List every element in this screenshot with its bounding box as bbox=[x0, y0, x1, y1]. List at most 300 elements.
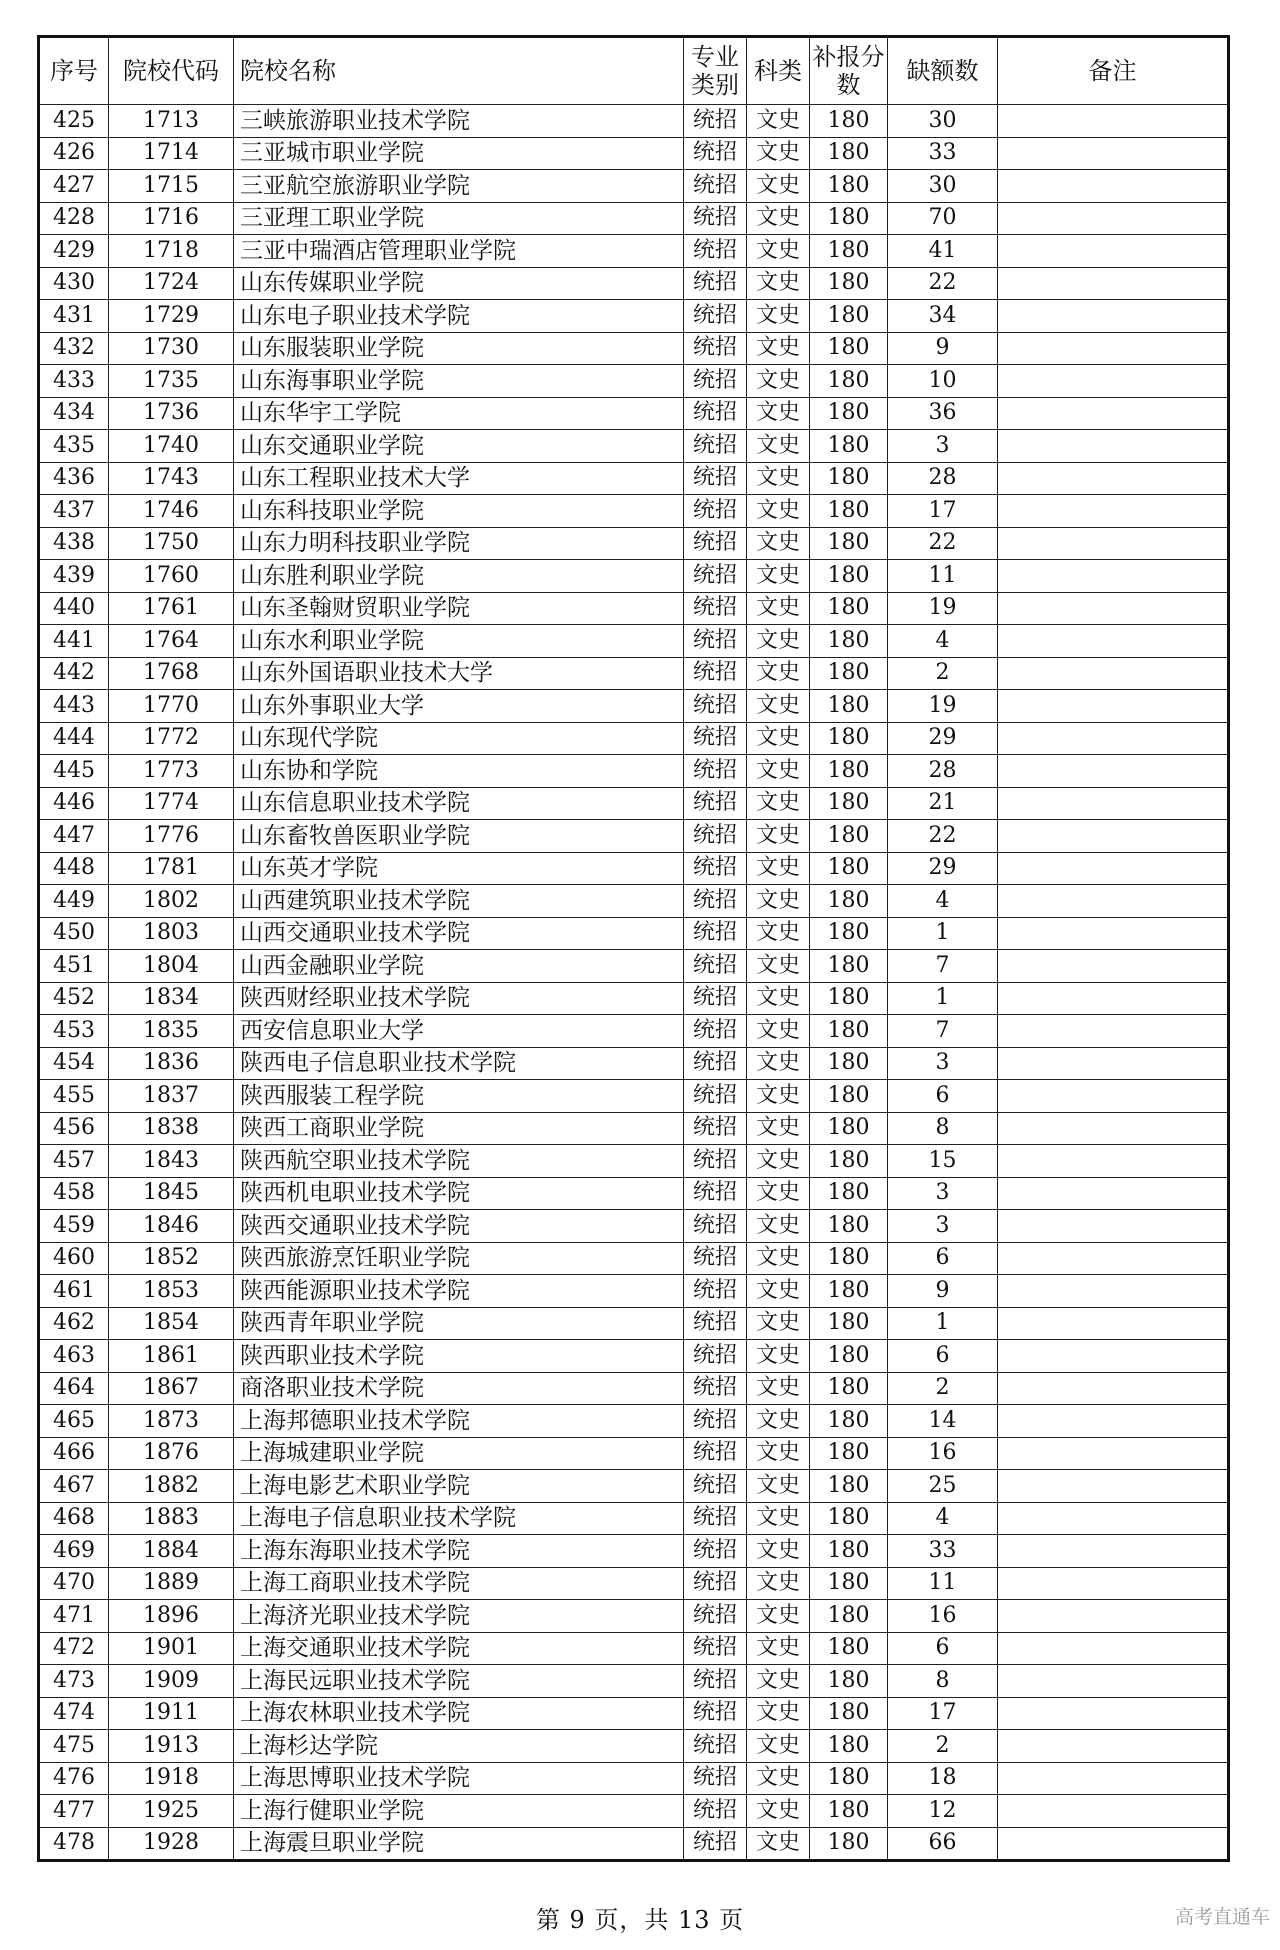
table-row bbox=[39, 982, 1229, 1015]
cell-school-code: 1716 bbox=[109, 202, 234, 235]
cell-score: 180 bbox=[810, 1535, 888, 1568]
cell-school-code: 1901 bbox=[109, 1632, 234, 1665]
cell-score: 180 bbox=[810, 332, 888, 365]
cell-score: 180 bbox=[810, 1210, 888, 1243]
cell-major-category: 统招 bbox=[684, 1437, 747, 1470]
table-row bbox=[39, 235, 1229, 268]
cell-school-name: 三峡旅游职业技术学院 bbox=[234, 105, 684, 138]
cell-vacancies: 17 bbox=[888, 495, 998, 528]
cell-seq: 475 bbox=[39, 1730, 109, 1763]
cell-score: 180 bbox=[810, 267, 888, 300]
cell-remarks bbox=[998, 1665, 1229, 1698]
cell-major-category: 统招 bbox=[684, 917, 747, 950]
cell-vacancies: 17 bbox=[888, 1697, 998, 1730]
cell-subject: 文史 bbox=[747, 950, 810, 983]
cell-major-category: 统招 bbox=[684, 1047, 747, 1080]
cell-remarks bbox=[998, 787, 1229, 820]
cell-seq: 452 bbox=[39, 982, 109, 1015]
cell-remarks bbox=[998, 1145, 1229, 1178]
cell-score: 180 bbox=[810, 1827, 888, 1861]
cell-remarks bbox=[998, 495, 1229, 528]
cell-vacancies: 3 bbox=[888, 1177, 998, 1210]
cell-seq: 477 bbox=[39, 1795, 109, 1828]
cell-subject: 文史 bbox=[747, 1730, 810, 1763]
table-row bbox=[39, 1665, 1229, 1698]
header-seq: 序号 bbox=[39, 37, 109, 105]
cell-school-code: 1909 bbox=[109, 1665, 234, 1698]
cell-score: 180 bbox=[810, 397, 888, 430]
table-row bbox=[39, 755, 1229, 788]
cell-vacancies: 4 bbox=[888, 1502, 998, 1535]
cell-school-code: 1882 bbox=[109, 1470, 234, 1503]
cell-school-code: 1834 bbox=[109, 982, 234, 1015]
cell-vacancies: 29 bbox=[888, 852, 998, 885]
cell-major-category: 统招 bbox=[684, 690, 747, 723]
cell-school-name: 上海城建职业学院 bbox=[234, 1437, 684, 1470]
cell-seq: 439 bbox=[39, 560, 109, 593]
cell-subject: 文史 bbox=[747, 235, 810, 268]
cell-seq: 456 bbox=[39, 1112, 109, 1145]
cell-school-code: 1724 bbox=[109, 267, 234, 300]
cell-major-category: 统招 bbox=[684, 462, 747, 495]
cell-remarks bbox=[998, 527, 1229, 560]
table-row bbox=[39, 1275, 1229, 1308]
cell-school-code: 1854 bbox=[109, 1307, 234, 1340]
cell-major-category: 统招 bbox=[684, 332, 747, 365]
cell-school-code: 1853 bbox=[109, 1275, 234, 1308]
cell-score: 180 bbox=[810, 430, 888, 463]
cell-school-name: 上海杉达学院 bbox=[234, 1730, 684, 1763]
cell-school-name: 山东协和学院 bbox=[234, 755, 684, 788]
cell-subject: 文史 bbox=[747, 462, 810, 495]
table-row bbox=[39, 1795, 1229, 1828]
cell-school-name: 山东科技职业学院 bbox=[234, 495, 684, 528]
table-row bbox=[39, 625, 1229, 658]
cell-major-category: 统招 bbox=[684, 1405, 747, 1438]
cell-vacancies: 18 bbox=[888, 1762, 998, 1795]
header-vacancies: 缺额数 bbox=[888, 37, 998, 105]
cell-vacancies: 21 bbox=[888, 787, 998, 820]
cell-school-code: 1925 bbox=[109, 1795, 234, 1828]
cell-subject: 文史 bbox=[747, 1502, 810, 1535]
cell-seq: 464 bbox=[39, 1372, 109, 1405]
cell-vacancies: 6 bbox=[888, 1632, 998, 1665]
cell-major-category: 统招 bbox=[684, 1567, 747, 1600]
cell-school-code: 1843 bbox=[109, 1145, 234, 1178]
cell-subject: 文史 bbox=[747, 1275, 810, 1308]
cell-subject: 文史 bbox=[747, 1372, 810, 1405]
cell-subject: 文史 bbox=[747, 1242, 810, 1275]
cell-major-category: 统招 bbox=[684, 1340, 747, 1373]
cell-vacancies: 3 bbox=[888, 1047, 998, 1080]
table-row bbox=[39, 950, 1229, 983]
cell-score: 180 bbox=[810, 1047, 888, 1080]
cell-school-code: 1918 bbox=[109, 1762, 234, 1795]
cell-remarks bbox=[998, 1210, 1229, 1243]
cell-remarks bbox=[998, 1502, 1229, 1535]
cell-score: 180 bbox=[810, 1242, 888, 1275]
cell-subject: 文史 bbox=[747, 1112, 810, 1145]
cell-major-category: 统招 bbox=[684, 1730, 747, 1763]
cell-subject: 文史 bbox=[747, 1307, 810, 1340]
cell-subject: 文史 bbox=[747, 105, 810, 138]
cell-seq: 444 bbox=[39, 722, 109, 755]
cell-remarks bbox=[998, 170, 1229, 203]
cell-remarks bbox=[998, 1730, 1229, 1763]
cell-subject: 文史 bbox=[747, 1567, 810, 1600]
cell-score: 180 bbox=[810, 592, 888, 625]
cell-school-name: 陕西工商职业学院 bbox=[234, 1112, 684, 1145]
cell-remarks bbox=[998, 1340, 1229, 1373]
cell-vacancies: 6 bbox=[888, 1340, 998, 1373]
cell-school-name: 三亚理工职业学院 bbox=[234, 202, 684, 235]
cell-vacancies: 2 bbox=[888, 657, 998, 690]
cell-vacancies: 30 bbox=[888, 105, 998, 138]
header-remarks: 备注 bbox=[998, 37, 1229, 105]
cell-major-category: 统招 bbox=[684, 1275, 747, 1308]
cell-subject: 文史 bbox=[747, 1470, 810, 1503]
cell-major-category: 统招 bbox=[684, 1372, 747, 1405]
cell-subject: 文史 bbox=[747, 1697, 810, 1730]
cell-subject: 文史 bbox=[747, 917, 810, 950]
cell-remarks bbox=[998, 657, 1229, 690]
cell-seq: 450 bbox=[39, 917, 109, 950]
table-row bbox=[39, 495, 1229, 528]
cell-score: 180 bbox=[810, 170, 888, 203]
table-row bbox=[39, 1242, 1229, 1275]
cell-major-category: 统招 bbox=[684, 722, 747, 755]
cell-subject: 文史 bbox=[747, 982, 810, 1015]
cell-score: 180 bbox=[810, 1405, 888, 1438]
cell-score: 180 bbox=[810, 300, 888, 333]
cell-school-name: 上海济光职业技术学院 bbox=[234, 1600, 684, 1633]
cell-vacancies: 33 bbox=[888, 1535, 998, 1568]
cell-score: 180 bbox=[810, 1567, 888, 1600]
cell-subject: 文史 bbox=[747, 852, 810, 885]
cell-major-category: 统招 bbox=[684, 1665, 747, 1698]
cell-subject: 文史 bbox=[747, 1177, 810, 1210]
cell-score: 180 bbox=[810, 527, 888, 560]
cell-school-code: 1846 bbox=[109, 1210, 234, 1243]
cell-remarks bbox=[998, 690, 1229, 723]
cell-school-name: 陕西旅游烹饪职业学院 bbox=[234, 1242, 684, 1275]
cell-remarks bbox=[998, 235, 1229, 268]
cell-school-code: 1750 bbox=[109, 527, 234, 560]
cell-school-name: 上海邦德职业技术学院 bbox=[234, 1405, 684, 1438]
cell-seq: 446 bbox=[39, 787, 109, 820]
cell-score: 180 bbox=[810, 787, 888, 820]
cell-remarks bbox=[998, 365, 1229, 398]
cell-seq: 434 bbox=[39, 397, 109, 430]
cell-major-category: 统招 bbox=[684, 1080, 747, 1113]
cell-school-name: 陕西能源职业技术学院 bbox=[234, 1275, 684, 1308]
table-row bbox=[39, 1762, 1229, 1795]
cell-major-category: 统招 bbox=[684, 982, 747, 1015]
cell-subject: 文史 bbox=[747, 1080, 810, 1113]
cell-school-name: 上海震旦职业学院 bbox=[234, 1827, 684, 1861]
cell-score: 180 bbox=[810, 495, 888, 528]
cell-vacancies: 4 bbox=[888, 885, 998, 918]
cell-score: 180 bbox=[810, 1145, 888, 1178]
cell-remarks bbox=[998, 397, 1229, 430]
cell-school-name: 三亚城市职业学院 bbox=[234, 137, 684, 170]
cell-school-code: 1803 bbox=[109, 917, 234, 950]
cell-seq: 476 bbox=[39, 1762, 109, 1795]
cell-subject: 文史 bbox=[747, 365, 810, 398]
cell-school-name: 陕西职业技术学院 bbox=[234, 1340, 684, 1373]
cell-vacancies: 1 bbox=[888, 982, 998, 1015]
cell-school-name: 上海行健职业学院 bbox=[234, 1795, 684, 1828]
cell-seq: 449 bbox=[39, 885, 109, 918]
cell-remarks bbox=[998, 1795, 1229, 1828]
cell-remarks bbox=[998, 1827, 1229, 1861]
cell-remarks bbox=[998, 1600, 1229, 1633]
cell-seq: 472 bbox=[39, 1632, 109, 1665]
cell-vacancies: 3 bbox=[888, 430, 998, 463]
cell-subject: 文史 bbox=[747, 332, 810, 365]
table-row bbox=[39, 170, 1229, 203]
cell-subject: 文史 bbox=[747, 787, 810, 820]
cell-remarks bbox=[998, 885, 1229, 918]
cell-school-code: 1781 bbox=[109, 852, 234, 885]
cell-school-code: 1760 bbox=[109, 560, 234, 593]
table-row bbox=[39, 885, 1229, 918]
cell-remarks bbox=[998, 592, 1229, 625]
header-row bbox=[39, 37, 1229, 105]
cell-school-name: 上海民远职业技术学院 bbox=[234, 1665, 684, 1698]
cell-seq: 430 bbox=[39, 267, 109, 300]
cell-vacancies: 36 bbox=[888, 397, 998, 430]
cell-remarks bbox=[998, 1307, 1229, 1340]
cell-subject: 文史 bbox=[747, 1795, 810, 1828]
cell-vacancies: 11 bbox=[888, 560, 998, 593]
cell-seq: 459 bbox=[39, 1210, 109, 1243]
cell-subject: 文史 bbox=[747, 267, 810, 300]
cell-school-code: 1736 bbox=[109, 397, 234, 430]
cell-seq: 445 bbox=[39, 755, 109, 788]
cell-score: 180 bbox=[810, 852, 888, 885]
cell-school-name: 上海东海职业技术学院 bbox=[234, 1535, 684, 1568]
table-row bbox=[39, 332, 1229, 365]
cell-school-name: 山东传媒职业学院 bbox=[234, 267, 684, 300]
cell-score: 180 bbox=[810, 1600, 888, 1633]
cell-school-name: 山东现代学院 bbox=[234, 722, 684, 755]
cell-major-category: 统招 bbox=[684, 592, 747, 625]
cell-score: 180 bbox=[810, 722, 888, 755]
table-row bbox=[39, 560, 1229, 593]
cell-seq: 428 bbox=[39, 202, 109, 235]
cell-remarks bbox=[998, 300, 1229, 333]
cell-school-code: 1714 bbox=[109, 137, 234, 170]
table-row bbox=[39, 137, 1229, 170]
cell-major-category: 统招 bbox=[684, 1795, 747, 1828]
cell-school-name: 商洛职业技术学院 bbox=[234, 1372, 684, 1405]
cell-school-name: 山东交通职业学院 bbox=[234, 430, 684, 463]
cell-subject: 文史 bbox=[747, 527, 810, 560]
cell-school-name: 山东畜牧兽医职业学院 bbox=[234, 820, 684, 853]
cell-subject: 文史 bbox=[747, 820, 810, 853]
cell-seq: 426 bbox=[39, 137, 109, 170]
cell-school-name: 上海农林职业技术学院 bbox=[234, 1697, 684, 1730]
cell-school-code: 1735 bbox=[109, 365, 234, 398]
cell-seq: 429 bbox=[39, 235, 109, 268]
cell-score: 180 bbox=[810, 885, 888, 918]
cell-score: 180 bbox=[810, 105, 888, 138]
table-row bbox=[39, 1697, 1229, 1730]
cell-school-name: 山东华宇工学院 bbox=[234, 397, 684, 430]
cell-vacancies: 8 bbox=[888, 1112, 998, 1145]
cell-major-category: 统招 bbox=[684, 1762, 747, 1795]
cell-remarks bbox=[998, 1080, 1229, 1113]
table-row bbox=[39, 1632, 1229, 1665]
cell-score: 180 bbox=[810, 755, 888, 788]
table-row bbox=[39, 1535, 1229, 1568]
cell-seq: 447 bbox=[39, 820, 109, 853]
header-school-code: 院校代码 bbox=[109, 37, 234, 105]
cell-remarks bbox=[998, 1535, 1229, 1568]
cell-seq: 460 bbox=[39, 1242, 109, 1275]
cell-subject: 文史 bbox=[747, 885, 810, 918]
cell-vacancies: 15 bbox=[888, 1145, 998, 1178]
watermark: 高考直通车 bbox=[1174, 1906, 1270, 1928]
table-row bbox=[39, 430, 1229, 463]
cell-vacancies: 16 bbox=[888, 1600, 998, 1633]
cell-school-name: 山东力明科技职业学院 bbox=[234, 527, 684, 560]
cell-school-name: 山东水利职业学院 bbox=[234, 625, 684, 658]
cell-major-category: 统招 bbox=[684, 820, 747, 853]
cell-seq: 451 bbox=[39, 950, 109, 983]
cell-vacancies: 66 bbox=[888, 1827, 998, 1861]
cell-school-name: 陕西机电职业技术学院 bbox=[234, 1177, 684, 1210]
cell-seq: 427 bbox=[39, 170, 109, 203]
cell-seq: 425 bbox=[39, 105, 109, 138]
cell-score: 180 bbox=[810, 1080, 888, 1113]
cell-score: 180 bbox=[810, 1470, 888, 1503]
cell-score: 180 bbox=[810, 1372, 888, 1405]
cell-school-code: 1928 bbox=[109, 1827, 234, 1861]
table-row bbox=[39, 820, 1229, 853]
cell-school-code: 1867 bbox=[109, 1372, 234, 1405]
cell-school-code: 1883 bbox=[109, 1502, 234, 1535]
cell-school-name: 陕西青年职业学院 bbox=[234, 1307, 684, 1340]
cell-subject: 文史 bbox=[747, 1632, 810, 1665]
cell-major-category: 统招 bbox=[684, 1470, 747, 1503]
cell-remarks bbox=[998, 1015, 1229, 1048]
cell-score: 180 bbox=[810, 202, 888, 235]
cell-vacancies: 2 bbox=[888, 1372, 998, 1405]
cell-remarks bbox=[998, 1405, 1229, 1438]
cell-vacancies: 16 bbox=[888, 1437, 998, 1470]
cell-school-name: 山东外国语职业技术大学 bbox=[234, 657, 684, 690]
cell-school-code: 1718 bbox=[109, 235, 234, 268]
cell-subject: 文史 bbox=[747, 1340, 810, 1373]
cell-subject: 文史 bbox=[747, 1437, 810, 1470]
table-row bbox=[39, 1210, 1229, 1243]
cell-school-code: 1764 bbox=[109, 625, 234, 658]
cell-subject: 文史 bbox=[747, 592, 810, 625]
page-footer: 第 9 页，共 13 页 bbox=[535, 1906, 745, 1934]
cell-school-name: 上海思博职业技术学院 bbox=[234, 1762, 684, 1795]
table-row bbox=[39, 1080, 1229, 1113]
cell-vacancies: 28 bbox=[888, 462, 998, 495]
cell-remarks bbox=[998, 1470, 1229, 1503]
cell-major-category: 统招 bbox=[684, 560, 747, 593]
cell-score: 180 bbox=[810, 1730, 888, 1763]
cell-major-category: 统招 bbox=[684, 1535, 747, 1568]
cell-score: 180 bbox=[810, 1275, 888, 1308]
cell-school-name: 山东外事职业大学 bbox=[234, 690, 684, 723]
cell-remarks bbox=[998, 1632, 1229, 1665]
cell-vacancies: 12 bbox=[888, 1795, 998, 1828]
cell-vacancies: 10 bbox=[888, 365, 998, 398]
cell-vacancies: 7 bbox=[888, 1015, 998, 1048]
cell-school-code: 1776 bbox=[109, 820, 234, 853]
cell-subject: 文史 bbox=[747, 1405, 810, 1438]
table-row bbox=[39, 1177, 1229, 1210]
cell-school-code: 1740 bbox=[109, 430, 234, 463]
cell-major-category: 统招 bbox=[684, 657, 747, 690]
cell-major-category: 统招 bbox=[684, 1502, 747, 1535]
cell-school-name: 上海电影艺术职业学院 bbox=[234, 1470, 684, 1503]
cell-seq: 457 bbox=[39, 1145, 109, 1178]
cell-remarks bbox=[998, 560, 1229, 593]
cell-vacancies: 70 bbox=[888, 202, 998, 235]
cell-school-code: 1913 bbox=[109, 1730, 234, 1763]
cell-vacancies: 19 bbox=[888, 690, 998, 723]
cell-seq: 458 bbox=[39, 1177, 109, 1210]
table-row bbox=[39, 852, 1229, 885]
cell-score: 180 bbox=[810, 625, 888, 658]
cell-score: 180 bbox=[810, 462, 888, 495]
cell-remarks bbox=[998, 722, 1229, 755]
cell-remarks bbox=[998, 820, 1229, 853]
table-row bbox=[39, 1437, 1229, 1470]
cell-vacancies: 2 bbox=[888, 1730, 998, 1763]
table-row bbox=[39, 657, 1229, 690]
cell-school-code: 1838 bbox=[109, 1112, 234, 1145]
table-row bbox=[39, 1600, 1229, 1633]
cell-vacancies: 29 bbox=[888, 722, 998, 755]
cell-score: 180 bbox=[810, 137, 888, 170]
cell-vacancies: 9 bbox=[888, 332, 998, 365]
cell-school-name: 上海工商职业技术学院 bbox=[234, 1567, 684, 1600]
cell-school-code: 1715 bbox=[109, 170, 234, 203]
cell-vacancies: 6 bbox=[888, 1242, 998, 1275]
cell-major-category: 统招 bbox=[684, 1600, 747, 1633]
cell-score: 180 bbox=[810, 657, 888, 690]
cell-major-category: 统招 bbox=[684, 1112, 747, 1145]
cell-major-category: 统招 bbox=[684, 1697, 747, 1730]
cell-vacancies: 30 bbox=[888, 170, 998, 203]
cell-subject: 文史 bbox=[747, 202, 810, 235]
table-row bbox=[39, 787, 1229, 820]
cell-remarks bbox=[998, 625, 1229, 658]
cell-major-category: 统招 bbox=[684, 1632, 747, 1665]
cell-major-category: 统招 bbox=[684, 625, 747, 658]
cell-score: 180 bbox=[810, 1762, 888, 1795]
cell-seq: 465 bbox=[39, 1405, 109, 1438]
cell-subject: 文史 bbox=[747, 1827, 810, 1861]
cell-school-name: 山西建筑职业技术学院 bbox=[234, 885, 684, 918]
cell-school-code: 1729 bbox=[109, 300, 234, 333]
cell-subject: 文史 bbox=[747, 625, 810, 658]
header-subject: 科类 bbox=[747, 37, 810, 105]
cell-subject: 文史 bbox=[747, 1047, 810, 1080]
cell-remarks bbox=[998, 1697, 1229, 1730]
cell-school-name: 西安信息职业大学 bbox=[234, 1015, 684, 1048]
cell-major-category: 统招 bbox=[684, 787, 747, 820]
table-row bbox=[39, 105, 1229, 138]
